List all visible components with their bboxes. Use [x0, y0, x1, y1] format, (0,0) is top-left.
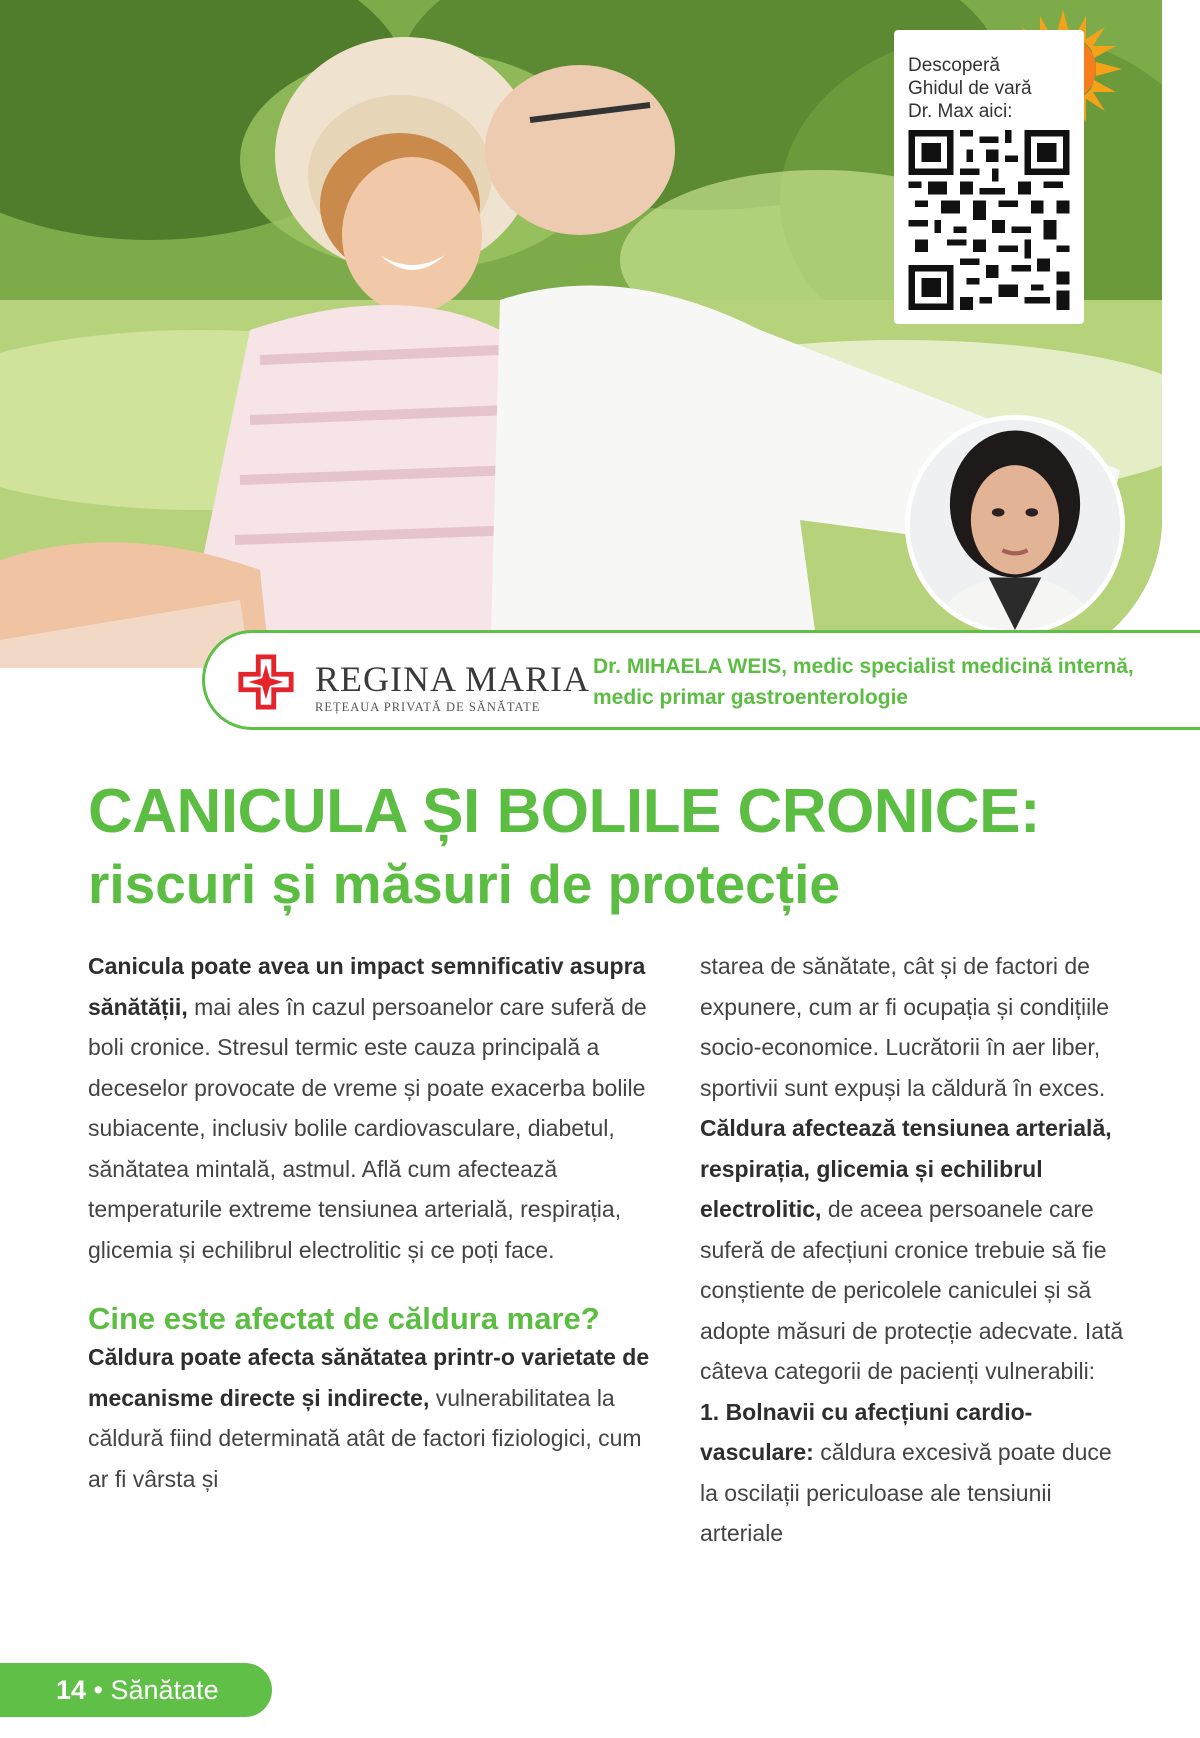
paragraph-2-bold: Căldura poate afecta sănătatea printr-o varietate de mecanisme directe și indirecte, [88, 1344, 650, 1411]
author-name: Dr. MIHAELA WEIS, [593, 655, 788, 678]
paragraph-3-text-2: de aceea persoanele care suferă de afecțiuni cronice trebuie să fie conștiente de pericolele caniculei și să adopte măsuri de protecție adecvate. Iată câteva categorii de pacienți vulnerabili: [700, 1196, 1124, 1384]
author-banner [202, 630, 1200, 730]
paragraph-2 [88, 1337, 668, 1499]
list-item-text: căldura excesivă poate duce la oscilații periculoase ale tensiunii arteriale [700, 1439, 1112, 1546]
section-heading: Cine este afectat de căldura mare? [88, 1301, 600, 1336]
article-column-left [88, 946, 668, 1499]
intro-bold: Canicula poate avea un impact semnificativ asupra sănătății, [88, 953, 646, 1020]
paragraph-2-text: vulnerabilitatea la căldură fiind determinată atât de factori fiziologici, cum ar fi vârsta și [88, 1384, 642, 1492]
brand-name: REGINA MARIA [315, 659, 591, 699]
regina-maria-cross-icon [237, 653, 295, 711]
doctor-avatar [905, 415, 1125, 635]
author-role: medic specialist medicină internă, medic primar gastroenterologie [593, 655, 1134, 709]
page-footer [0, 1663, 272, 1717]
intro-paragraph [88, 946, 668, 1270]
author-credit [593, 651, 1193, 713]
article-column-right [700, 946, 1130, 1554]
list-item [700, 1392, 1130, 1554]
footer-separator: • [86, 1675, 111, 1705]
qr-promo-box [894, 30, 1084, 324]
list-item-bold: 1. Bolnavii cu afecțiuni cardio-vasculare: [700, 1398, 1033, 1465]
paragraph-3 [700, 946, 1130, 1392]
article-title-line-1: CANICULA ȘI BOLILE CRONICE: [88, 777, 1041, 846]
page-number: 14 [56, 1675, 87, 1705]
qr-caption [908, 54, 1038, 123]
doctor-portrait-image [910, 420, 1120, 630]
brand-tagline: REȚEAUA PRIVATĂ DE SĂNĂTATE [315, 700, 541, 714]
qr-line-1: Descoperă [908, 55, 1000, 76]
intro-text: mai ales în cazul persoanelor care suferă de boli cronice. Stresul termic este cauza principală a deceselor provocate de vreme și poate exacerba bolile subiacente, inclusiv bolile cardiovasculare, diabetul, sănătatea mintală, astmul. Află cum afectează temperaturile extreme tensiunea arterială, respirația, glicemia și echilibrul electrolitic și ce poți face. [88, 993, 647, 1263]
paragraph-3-text: starea de sănătate, cât și de factori de expunere, cum ar fi ocupația și condițiile socio-economice. Lucrătorii în aer liber, sportivii sunt expuși la căldură în exces. [700, 953, 1110, 1101]
qr-code-icon[interactable] [908, 130, 1070, 310]
qr-line-2: Ghidul de vară [908, 78, 1032, 99]
article-title-line-2: riscuri și măsuri de protecție [88, 853, 840, 915]
qr-line-3: Dr. Max aici: [908, 101, 1013, 122]
article-title [88, 775, 1168, 919]
section-name: Sănătate [110, 1675, 219, 1705]
paragraph-3-bold: Căldura afectează tensiunea arterială, respirația, glicemia și echilibrul electrolitic, [700, 1115, 1112, 1222]
